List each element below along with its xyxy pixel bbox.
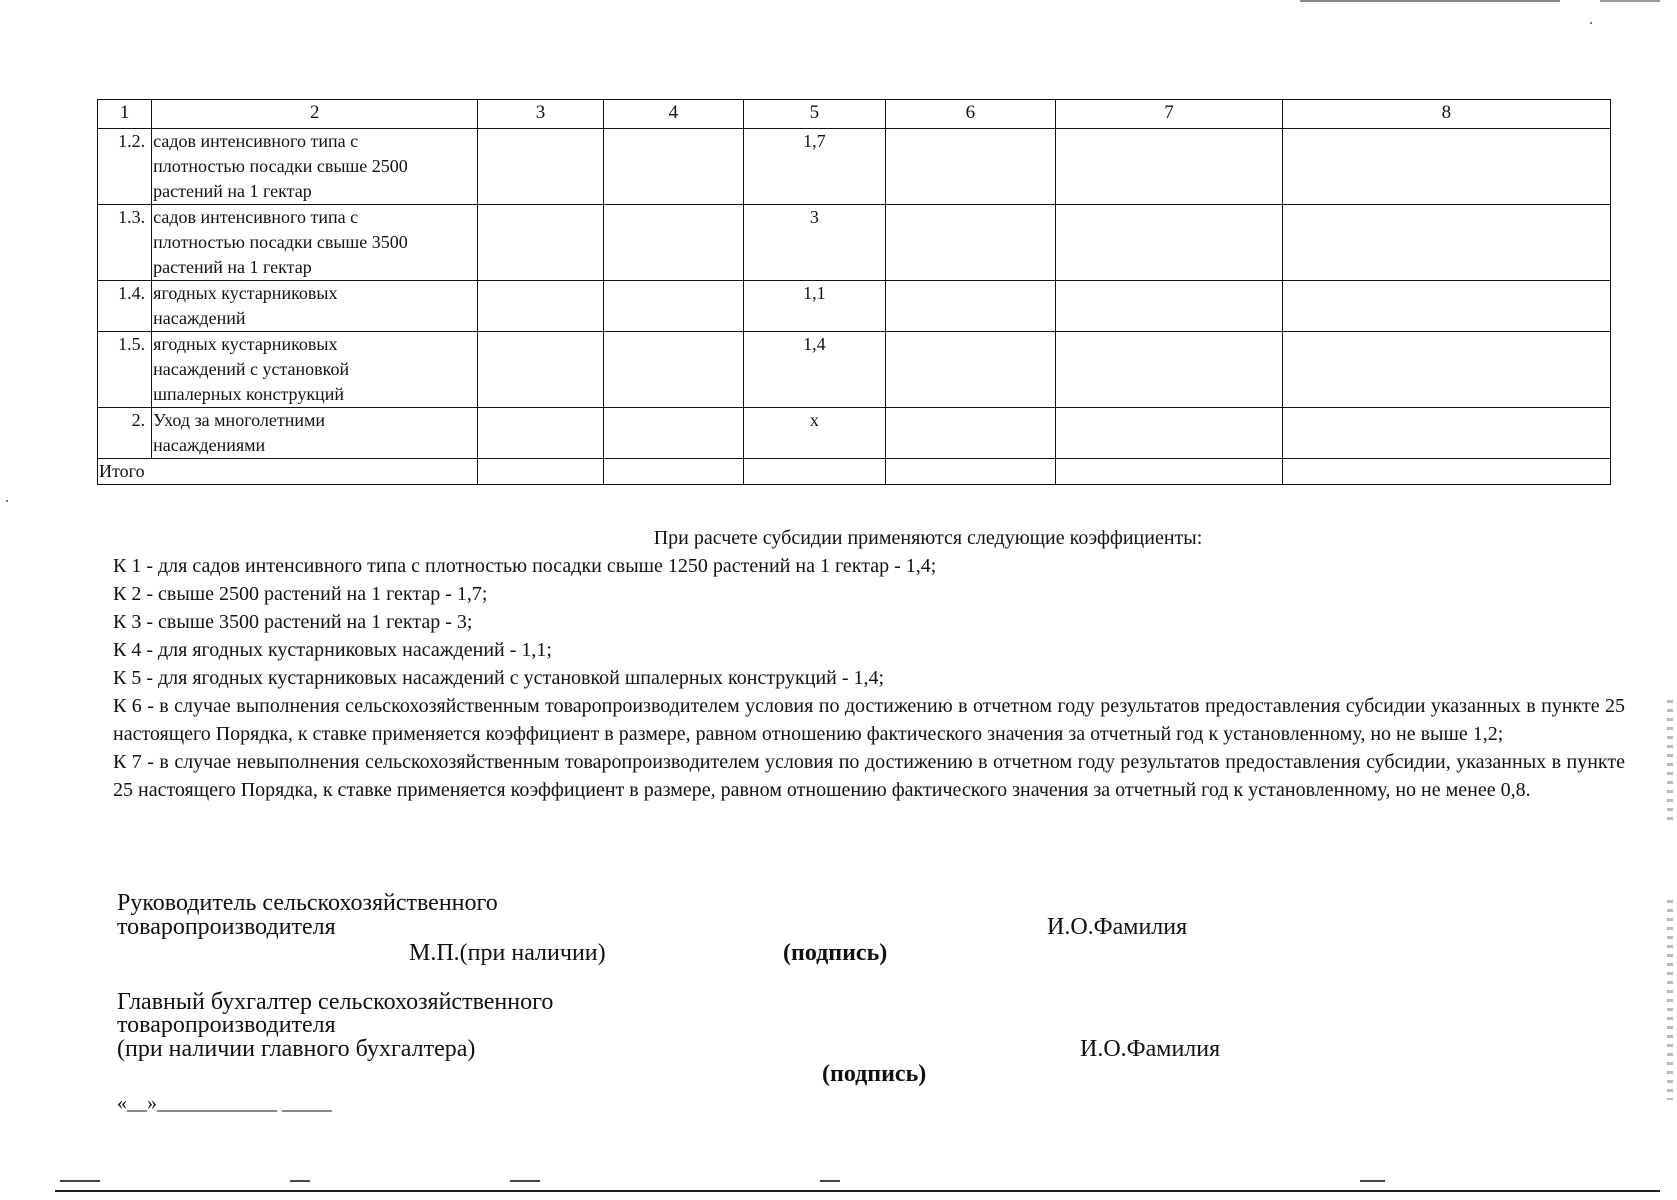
row-number: 2.	[98, 408, 152, 459]
scan-edge-line	[1360, 1180, 1385, 1182]
row-number: 1.5.	[98, 332, 152, 408]
column-header: 4	[603, 100, 743, 129]
row-name-line: шпалерных конструкций	[153, 384, 344, 404]
total-label: Итого	[98, 459, 478, 485]
coefficients-section	[113, 524, 1625, 804]
row-name	[152, 129, 478, 205]
coefficient-cell: 1,1	[744, 281, 885, 332]
row-name-line: плотностью посадки свыше 3500	[153, 232, 408, 252]
scan-edge-line	[60, 1180, 100, 1182]
table-cell	[885, 205, 1056, 281]
row-number: 1.2.	[98, 129, 152, 205]
table-cell	[603, 459, 743, 485]
column-header: 2	[152, 100, 478, 129]
table-cell	[478, 281, 603, 332]
scan-edge-line	[290, 1180, 310, 1182]
row-name-line: ягодных кустарниковых	[153, 283, 338, 303]
table-cell	[1282, 205, 1610, 281]
scan-edge-noise	[1667, 700, 1673, 820]
coefficient-cell: 3	[744, 205, 885, 281]
table-row	[98, 281, 1611, 332]
scan-edge-line	[1600, 0, 1660, 2]
row-name	[152, 281, 478, 332]
table-row	[98, 205, 1611, 281]
table-cell	[478, 332, 603, 408]
table-cell	[1282, 408, 1610, 459]
row-name	[152, 205, 478, 281]
scan-edge-line	[510, 1180, 540, 1182]
row-name-line: садов интенсивного типа с	[153, 131, 359, 151]
row-name-line: растений на 1 гектар	[153, 257, 312, 277]
row-name-line: растений на 1 гектар	[153, 181, 312, 201]
row-name-line: ягодных кустарниковых	[153, 334, 338, 354]
row-name-line: насаждений с установкой	[153, 359, 350, 379]
scan-edge-line	[820, 1180, 840, 1182]
table-cell	[603, 129, 743, 205]
table-cell	[1056, 332, 1283, 408]
coefficient-item: К 4 - для ягодных кустарниковых насаждений - 1,1;	[113, 639, 552, 661]
head-name: И.О.Фамилия	[1047, 914, 1188, 940]
stamp-label: М.П.(при наличии)	[409, 940, 606, 966]
subsidy-table	[97, 99, 1611, 485]
table-cell	[603, 408, 743, 459]
coefficient-item: К 1 - для садов интенсивного типа с плотностью посадки свыше 1250 растений на 1 гектар - 1,4;	[113, 555, 937, 577]
table-cell	[603, 205, 743, 281]
row-name-line: Уход за многолетними	[153, 410, 326, 430]
head-title-line: Руководитель сельскохозяйственного	[117, 890, 498, 916]
column-header: 6	[885, 100, 1056, 129]
table-row	[98, 408, 1611, 459]
scan-speck	[1590, 22, 1592, 24]
table-cell	[478, 129, 603, 205]
table-cell	[1056, 129, 1283, 205]
accountant-title-line: товаропроизводителя	[117, 1012, 336, 1038]
table-cell	[885, 459, 1056, 485]
row-name	[152, 408, 478, 459]
row-name	[152, 332, 478, 408]
table-cell	[1282, 129, 1610, 205]
table-cell	[1282, 281, 1610, 332]
coefficient-item: К 3 - свыше 3500 растений на 1 гектар - 3;	[113, 611, 473, 633]
row-name-line: плотностью посадки свыше 2500	[153, 156, 408, 176]
table-cell	[1056, 281, 1283, 332]
row-name-line: насаждениями	[153, 435, 266, 455]
coefficient-cell: 1,4	[744, 332, 885, 408]
scan-bottom-edge	[55, 1190, 1660, 1192]
table-cell	[885, 408, 1056, 459]
column-header: 7	[1056, 100, 1283, 129]
column-header: 1	[98, 100, 152, 129]
date-line: «__»____________ _____	[117, 1092, 332, 1114]
row-name-line: садов интенсивного типа с	[153, 207, 359, 227]
table-header-row	[98, 100, 1611, 129]
table-cell	[603, 332, 743, 408]
scan-speck	[6, 500, 8, 502]
table-cell	[1056, 205, 1283, 281]
column-header: 3	[478, 100, 603, 129]
scan-edge-noise	[1667, 900, 1673, 1100]
table-cell	[603, 281, 743, 332]
table-row	[98, 129, 1611, 205]
coefficient-item: К 2 - свыше 2500 растений на 1 гектар - 1,7;	[113, 583, 488, 605]
accountant-title-line: Главный бухгалтер сельскохозяйственного	[117, 989, 554, 1015]
coefficient-cell: 1,7	[744, 129, 885, 205]
table-cell	[885, 281, 1056, 332]
table-cell	[1056, 459, 1283, 485]
coefficient-item: К 6 - в случае выполнения сельскохозяйственным товаропроизводителем условия по достижению в отчетном году результатов предоставления субсидии указанных в пункте 25 настоящего Порядка, к ставке применяется коэффициент в размере, равном отношению фактического значения за отчетный год к установленному, но не выше 1,2;	[113, 695, 1625, 745]
table-cell	[885, 332, 1056, 408]
row-number: 1.4.	[98, 281, 152, 332]
table-row	[98, 332, 1611, 408]
table-cell	[478, 408, 603, 459]
table-cell	[1056, 408, 1283, 459]
accountant-title-line: (при наличии главного бухгалтера)	[117, 1036, 476, 1062]
table-cell	[1282, 459, 1610, 485]
table-cell	[1282, 332, 1610, 408]
head-signature-label: (подпись)	[783, 940, 888, 966]
accountant-signature-label: (подпись)	[822, 1061, 927, 1087]
scan-edge-line	[1300, 0, 1560, 2]
coefficient-cell: х	[744, 408, 885, 459]
head-title-line: товаропроизводителя	[117, 914, 336, 940]
total-row	[98, 459, 1611, 485]
table-cell	[744, 459, 885, 485]
table-cell	[885, 129, 1056, 205]
coefficients-title: При расчете субсидии применяются следующие коэффициенты:	[653, 527, 1203, 549]
coefficient-item: К 7 - в случае невыполнения сельскохозяйственным товаропроизводителем условия по достижению в отчетном году результатов предоставления субсидии, указанных в пункте 25 настоящего Порядка, к ставке применяется коэффициент в размере, равном отношению фактического значения за отчетный год к установленному, но не менее 0,8.	[113, 751, 1625, 801]
row-number: 1.3.	[98, 205, 152, 281]
column-header: 5	[744, 100, 885, 129]
table-cell	[478, 205, 603, 281]
table-cell	[478, 459, 603, 485]
accountant-name: И.О.Фамилия	[1080, 1036, 1221, 1062]
row-name-line: насаждений	[153, 308, 246, 328]
column-header: 8	[1282, 100, 1610, 129]
coefficient-item: К 5 - для ягодных кустарниковых насаждений с установкой шпалерных конструкций - 1,4;	[113, 667, 885, 689]
